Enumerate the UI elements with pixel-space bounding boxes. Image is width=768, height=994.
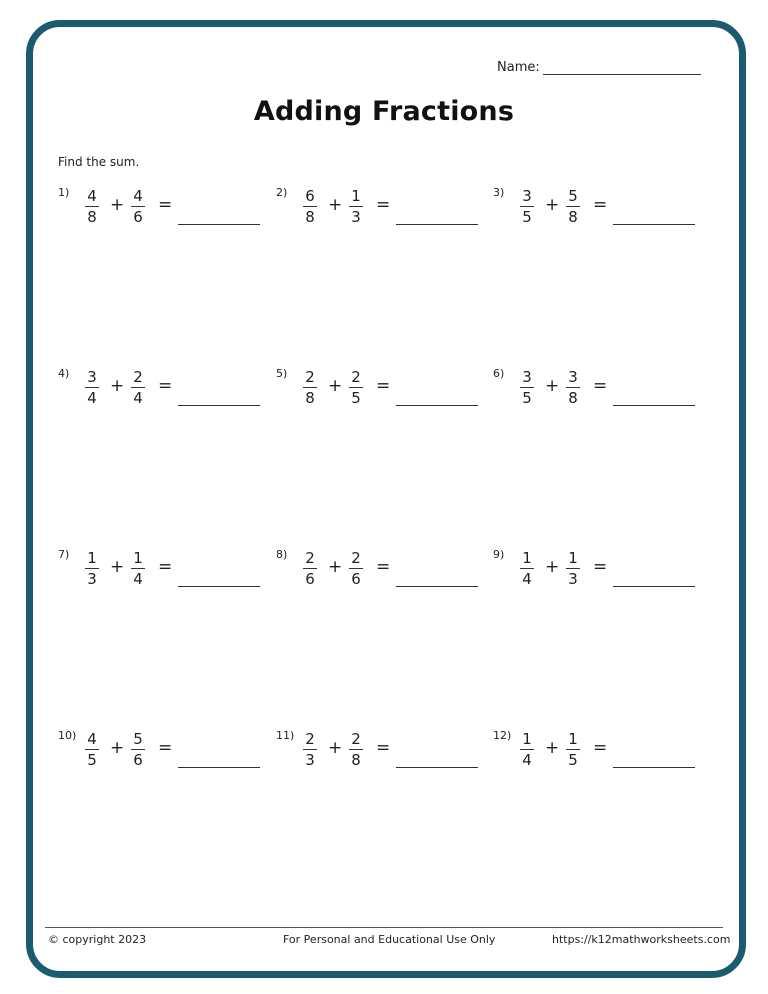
denominator: 3 [87, 570, 97, 588]
numerator: 1 [87, 549, 97, 567]
plus-sign: + [545, 376, 560, 396]
equals-sign: = [376, 557, 391, 577]
numerator: 3 [522, 187, 532, 205]
numerator: 2 [133, 368, 143, 386]
answer-blank[interactable] [613, 586, 695, 587]
answer-blank[interactable] [396, 224, 478, 225]
problem-number: 7) [58, 548, 70, 561]
equals-sign: = [593, 738, 608, 758]
denominator: 6 [351, 570, 361, 588]
equals-sign: = [158, 738, 173, 758]
numerator: 5 [133, 730, 143, 748]
page-title: Adding Fractions [253, 96, 515, 127]
numerator: 4 [133, 187, 143, 205]
numerator: 2 [305, 549, 315, 567]
answer-blank[interactable] [613, 767, 695, 768]
fraction-a [84, 368, 100, 407]
equals-sign: = [593, 195, 608, 215]
numerator: 4 [87, 730, 97, 748]
fraction-a [519, 187, 535, 226]
numerator: 1 [351, 187, 361, 205]
denominator: 3 [568, 570, 578, 588]
numerator: 1 [568, 549, 578, 567]
problem [493, 548, 713, 608]
numerator: 5 [568, 187, 578, 205]
numerator: 3 [522, 368, 532, 386]
problem-number: 12) [493, 729, 512, 742]
denominator: 5 [568, 751, 578, 769]
denominator: 8 [351, 751, 361, 769]
denominator: 6 [133, 751, 143, 769]
numerator: 2 [351, 730, 361, 748]
problem [276, 367, 496, 427]
fraction-a [302, 368, 318, 407]
denominator: 4 [133, 389, 143, 407]
plus-sign: + [110, 195, 125, 215]
problem [58, 729, 278, 789]
numerator: 1 [133, 549, 143, 567]
denominator: 3 [351, 208, 361, 226]
fraction-b [130, 187, 146, 226]
numerator: 4 [87, 187, 97, 205]
problem [493, 729, 713, 789]
problem [493, 367, 713, 427]
problem-number: 3) [493, 186, 505, 199]
fraction-a [302, 187, 318, 226]
plus-sign: + [328, 738, 343, 758]
denominator: 6 [133, 208, 143, 226]
denominator: 8 [305, 389, 315, 407]
numerator: 2 [305, 730, 315, 748]
denominator: 4 [522, 570, 532, 588]
fraction-a [302, 730, 318, 769]
fraction-b [130, 549, 146, 588]
plus-sign: + [545, 738, 560, 758]
equals-sign: = [158, 557, 173, 577]
fraction-a [519, 730, 535, 769]
numerator: 2 [351, 549, 361, 567]
fraction-a [519, 549, 535, 588]
fraction-b [130, 730, 146, 769]
answer-blank[interactable] [396, 767, 478, 768]
problem-number: 10) [58, 729, 77, 742]
problem [276, 729, 496, 789]
plus-sign: + [110, 376, 125, 396]
denominator: 5 [522, 208, 532, 226]
fraction-a [84, 549, 100, 588]
problem [58, 548, 278, 608]
denominator: 4 [522, 751, 532, 769]
numerator: 1 [522, 730, 532, 748]
name-label: Name: [497, 60, 540, 75]
answer-blank[interactable] [178, 586, 260, 587]
footer-copyright: © copyright 2023 [48, 933, 147, 946]
fraction-b [130, 368, 146, 407]
fraction-b [565, 730, 581, 769]
instruction-text: Find the sum. [58, 155, 140, 169]
numerator: 2 [351, 368, 361, 386]
plus-sign: + [110, 557, 125, 577]
plus-sign: + [545, 557, 560, 577]
name-blank[interactable] [543, 60, 701, 75]
fraction-b [565, 368, 581, 407]
equals-sign: = [593, 376, 608, 396]
denominator: 3 [305, 751, 315, 769]
fraction-a [84, 187, 100, 226]
problem-number: 9) [493, 548, 505, 561]
answer-blank[interactable] [178, 405, 260, 406]
denominator: 4 [133, 570, 143, 588]
fraction-b [565, 187, 581, 226]
answer-blank[interactable] [178, 224, 260, 225]
numerator: 6 [305, 187, 315, 205]
plus-sign: + [545, 195, 560, 215]
fraction-b [348, 368, 364, 407]
equals-sign: = [158, 195, 173, 215]
problem-number: 6) [493, 367, 505, 380]
answer-blank[interactable] [613, 224, 695, 225]
plus-sign: + [328, 557, 343, 577]
fraction-a [302, 549, 318, 588]
fraction-b [565, 549, 581, 588]
name-field [497, 60, 701, 75]
problem-number: 1) [58, 186, 70, 199]
problem [58, 367, 278, 427]
numerator: 1 [568, 730, 578, 748]
answer-blank[interactable] [613, 405, 695, 406]
denominator: 8 [87, 208, 97, 226]
fraction-a [519, 368, 535, 407]
denominator: 6 [305, 570, 315, 588]
equals-sign: = [376, 376, 391, 396]
denominator: 8 [305, 208, 315, 226]
problem-number: 5) [276, 367, 288, 380]
denominator: 8 [568, 389, 578, 407]
problem-number: 2) [276, 186, 288, 199]
fraction-b [348, 549, 364, 588]
answer-blank[interactable] [396, 586, 478, 587]
numerator: 3 [87, 368, 97, 386]
numerator: 3 [568, 368, 578, 386]
denominator: 5 [522, 389, 532, 407]
denominator: 5 [87, 751, 97, 769]
problem-number: 8) [276, 548, 288, 561]
problem-number: 11) [276, 729, 295, 742]
equals-sign: = [158, 376, 173, 396]
plus-sign: + [110, 738, 125, 758]
fraction-b [348, 730, 364, 769]
footer-divider [45, 927, 723, 928]
answer-blank[interactable] [178, 767, 260, 768]
fraction-a [84, 730, 100, 769]
footer-url[interactable]: https://k12mathworksheets.com [552, 933, 731, 946]
plus-sign: + [328, 195, 343, 215]
equals-sign: = [593, 557, 608, 577]
problem-number: 4) [58, 367, 70, 380]
footer-usage: For Personal and Educational Use Only [283, 933, 496, 946]
equals-sign: = [376, 195, 391, 215]
problem [276, 186, 496, 246]
problem [58, 186, 278, 246]
numerator: 2 [305, 368, 315, 386]
problem [493, 186, 713, 246]
denominator: 8 [568, 208, 578, 226]
equals-sign: = [376, 738, 391, 758]
answer-blank[interactable] [396, 405, 478, 406]
problem [276, 548, 496, 608]
numerator: 1 [522, 549, 532, 567]
plus-sign: + [328, 376, 343, 396]
denominator: 4 [87, 389, 97, 407]
denominator: 5 [351, 389, 361, 407]
fraction-b [348, 187, 364, 226]
